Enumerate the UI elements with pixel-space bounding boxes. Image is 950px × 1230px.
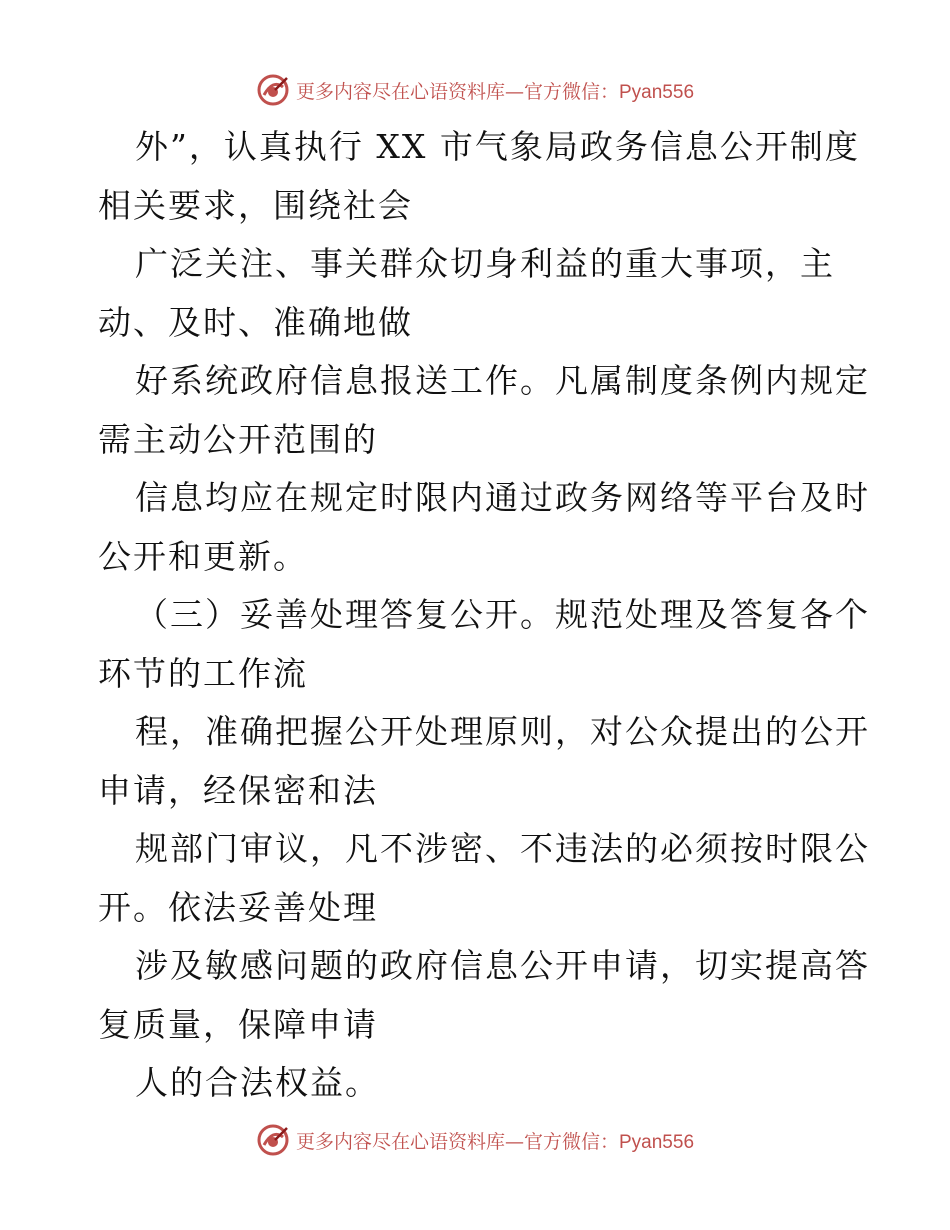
body-line: 动、及时、准确地做 (98, 302, 413, 342)
body-line: 涉及敏感问题的政府信息公开申请，切实提高答 (135, 946, 870, 985)
body-line: 开。依法妥善处理 (98, 887, 378, 927)
body-line: 信息均应在规定时限内通过政务网络等平台及时 (135, 478, 870, 517)
body-line: 申请，经保密和法 (98, 770, 378, 810)
body-line: 好系统政府信息报送工作。凡属制度条例内规定 (135, 361, 870, 400)
header-watermark-banner (0, 72, 950, 108)
section-heading-line: （三）妥善处理答复公开。规范处理及答复各个 (135, 595, 870, 634)
body-line: 外”，认真执行 XX 市气象局政务信息公开制度 (135, 127, 860, 166)
header-banner-text: 更多内容尽在心语资料库—官方微信：Pyan556 (295, 80, 695, 103)
body-line: 人的合法权益。 (135, 1063, 380, 1102)
body-line: 规部门审议，凡不涉密、不违法的必须按时限公 (135, 829, 870, 868)
document-body (98, 118, 870, 1113)
body-line: 广泛关注、事关群众切身利益的重大事项，主 (135, 244, 835, 283)
header-wechat-id: Pyan556 (619, 81, 695, 103)
logo-icon (256, 73, 290, 107)
footer-watermark-banner (0, 1122, 950, 1158)
body-line: 公开和更新。 (98, 536, 308, 576)
body-line: 环节的工作流 (98, 653, 308, 693)
body-line: 复质量，保障申请 (98, 1004, 378, 1044)
footer-banner-text: 更多内容尽在心语资料库—官方微信：Pyan556 (295, 1130, 695, 1153)
logo-icon (256, 1123, 290, 1157)
footer-wechat-id: Pyan556 (619, 1131, 695, 1153)
body-line: 需主动公开范围的 (98, 419, 378, 459)
body-line: 程，准确把握公开处理原则，对公众提出的公开 (135, 712, 870, 751)
body-line: 相关要求，围绕社会 (98, 185, 413, 225)
